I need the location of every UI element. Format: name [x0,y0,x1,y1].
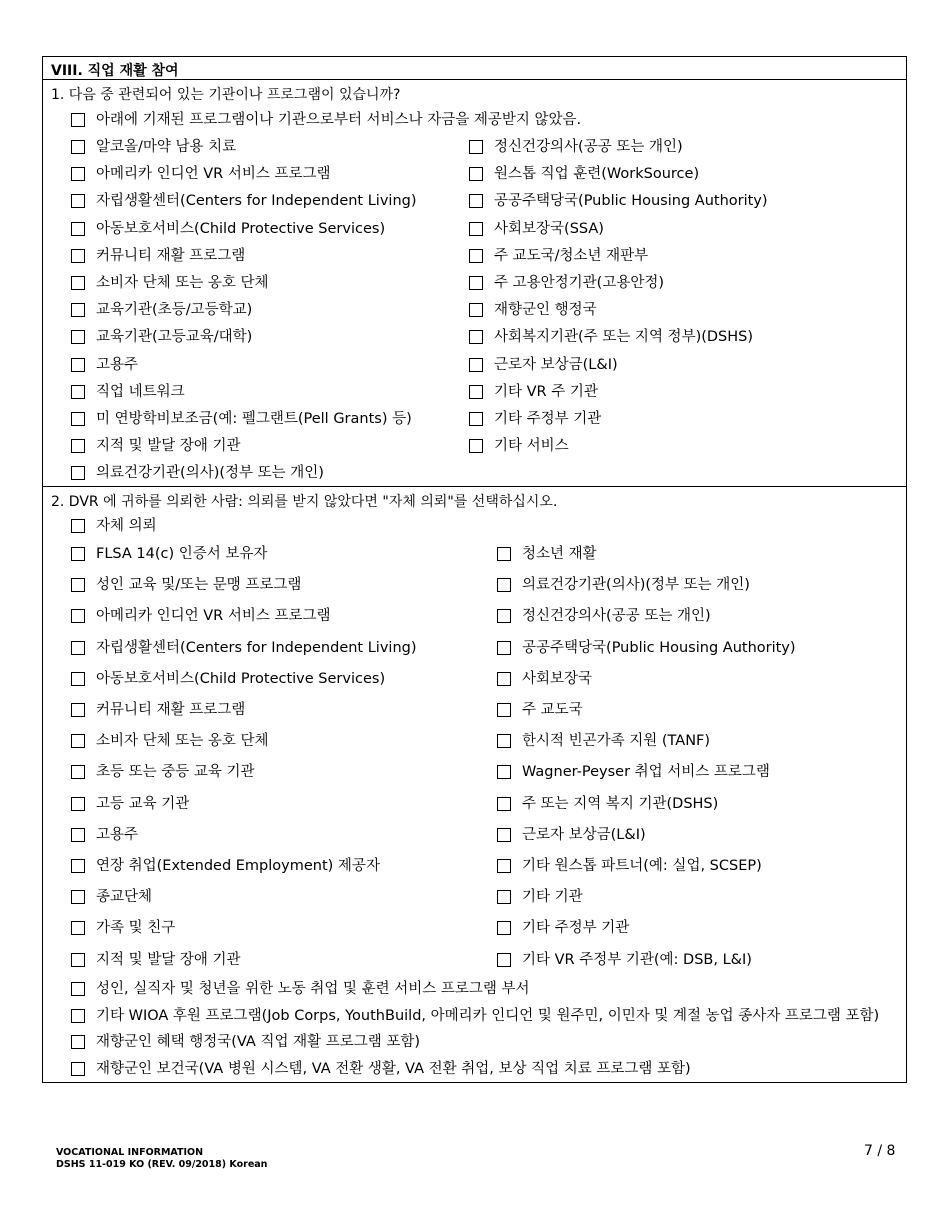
option-label: 고용주 [96,826,139,843]
checkbox[interactable] [469,167,483,181]
question-1: 1. 다음 중 관련되어 있는 기관이나 프로그램이 있습니까? [51,87,401,103]
option-label: 아동보호서비스(Child Protective Services) [96,670,386,687]
q2-option[interactable] [71,1033,420,1051]
checkbox[interactable] [497,547,511,561]
checkbox[interactable] [497,703,511,717]
option-label: 아메리카 인디언 VR 서비스 프로그램 [96,608,331,625]
q1-option[interactable] [71,464,324,482]
checkbox[interactable] [469,249,483,263]
option-label: 소비자 단체 또는 옹호 단체 [96,733,269,750]
checkbox[interactable] [497,859,511,873]
checkbox[interactable] [71,303,85,317]
q1-option[interactable] [71,383,185,401]
option-label: 지적 및 발달 장애 기관 [96,951,241,968]
q1-option[interactable] [71,165,331,183]
checkbox[interactable] [71,519,85,533]
option-label: 교육기관(고등교육/대학) [96,329,253,346]
option-label: 자체 의뢰 [96,518,157,534]
q1-option[interactable] [71,274,269,292]
option-label: 기타 서비스 [494,438,569,455]
checkbox[interactable] [469,222,483,236]
q2-option[interactable] [497,795,718,813]
option-label: 사회보장국(SSA) [494,220,604,237]
checkbox[interactable] [71,982,85,996]
q2-option[interactable] [71,919,175,937]
q1-option[interactable] [469,138,683,156]
checkbox[interactable] [71,330,85,344]
checkbox[interactable] [497,828,511,842]
checkbox[interactable] [71,194,85,208]
option-label: 재향군인 행정국 [494,302,597,319]
q2-option[interactable] [71,1007,879,1025]
q1-option[interactable] [469,328,753,346]
q1-option[interactable] [71,247,245,265]
q2-option[interactable] [497,888,583,906]
option-label: 종교단체 [96,889,153,906]
checkbox[interactable] [497,734,511,748]
option-label: 청소년 재활 [522,546,597,562]
page-number: 7 / 8 [864,1143,896,1159]
option-label: 기타 원스톱 파트너(예: 실업, SCSEP) [522,858,762,874]
option-label: 근로자 보상금(L&I) [522,826,646,843]
checkbox[interactable] [71,1035,85,1049]
q2-option[interactable] [71,826,138,844]
q1-option[interactable] [469,437,569,455]
option-label: Wagner-Peyser 취업 서비스 프로그램 [522,764,770,781]
checkbox[interactable] [71,672,85,686]
q2-option[interactable] [497,576,750,594]
option-label: 정신건강의사(공공 또는 개인) [494,139,683,155]
checkbox[interactable] [469,385,483,399]
option-none-received[interactable] [71,111,581,129]
q1-option[interactable] [469,165,699,183]
q2-option[interactable] [497,919,629,937]
q1-option[interactable] [71,301,252,319]
q2-option[interactable] [71,1060,691,1078]
checkbox[interactable] [497,890,511,904]
option-label: 가족 및 친구 [96,920,176,937]
checkbox[interactable] [71,921,85,935]
checkbox[interactable] [469,412,483,426]
checkbox[interactable] [71,358,85,372]
option-label: 의료건강기관(의사)(정부 또는 개인) [96,465,324,482]
q2-option[interactable] [71,545,267,563]
checkbox[interactable] [469,358,483,372]
q1-option[interactable] [71,328,252,346]
option-label: FLSA 14(c) 인증서 보유자 [96,546,268,562]
q1-option[interactable] [469,301,597,319]
checkbox[interactable] [497,921,511,935]
q2-option[interactable] [71,951,241,969]
q1-option[interactable] [71,220,385,238]
checkbox[interactable] [497,953,511,967]
checkbox[interactable] [497,672,511,686]
section-title: VIII. 직업 재활 참여 [51,63,179,79]
q2-option[interactable] [71,857,380,875]
checkbox[interactable] [469,303,483,317]
option-label: 성인, 실직자 및 청년을 위한 노동 취업 및 훈련 서비스 프로그램 부서 [96,981,530,997]
q1-option[interactable] [469,383,598,401]
q2-option[interactable] [497,951,752,969]
checkbox[interactable] [71,859,85,873]
checkbox[interactable] [71,641,85,655]
checkbox[interactable] [71,703,85,717]
checkbox[interactable] [71,167,85,181]
option-label: 주 또는 지역 복지 기관(DSHS) [522,795,719,812]
q1-option[interactable] [71,356,138,374]
q2-option[interactable] [71,980,530,998]
q2-option[interactable] [497,826,646,844]
footer-form-number: DSHS 11-019 KO (REV. 09/2018) Korean [56,1159,268,1170]
option-label: 고등 교육 기관 [96,795,190,812]
q1-option[interactable] [469,220,604,238]
divider [43,79,906,80]
q1-option[interactable] [71,138,236,156]
option-label: 기타 VR 주정부 기관(예: DSB, L&I) [522,951,752,968]
option-self-referral[interactable] [71,517,157,535]
checkbox[interactable] [71,797,85,811]
option-label: 사회복지기관(주 또는 지역 정부)(DSHS) [494,329,754,346]
checkbox[interactable] [71,249,85,263]
q2-option[interactable] [497,763,770,781]
checkbox[interactable] [71,1062,85,1076]
q2-option[interactable] [497,545,597,563]
checkbox[interactable] [71,828,85,842]
option-label: 자립생활센터(Centers for Independent Living) [96,639,417,656]
option-label: 알코올/마약 남용 치료 [96,139,237,155]
checkbox[interactable] [469,330,483,344]
q2-option[interactable] [71,795,189,813]
checkbox[interactable] [71,734,85,748]
footer-form-title: VOCATIONAL INFORMATION [56,1147,204,1158]
option-label: 재향군인 혜택 행정국(VA 직업 재활 프로그램 포함) [96,1034,421,1051]
option-label: 정신건강의사(공공 또는 개인) [522,608,711,625]
q1-option[interactable] [71,192,417,210]
q2-option[interactable] [71,639,417,657]
option-label: 주 고용안정기관(고용안정) [494,275,664,291]
q2-option[interactable] [71,701,245,719]
q2-option[interactable] [497,732,710,750]
checkbox[interactable] [497,609,511,623]
option-label: 기타 기관 [522,889,583,906]
checkbox[interactable] [71,890,85,904]
q2-option[interactable] [71,732,269,750]
option-label: 소비자 단체 또는 옹호 단체 [96,275,269,291]
option-label: 근로자 보상금(L&I) [494,356,618,373]
q1-option[interactable] [469,274,664,292]
option-label: 재향군인 보건국(VA 병원 시스템, VA 전환 생활, VA 전환 취업, 보상 직업 치료 프로그램 포함) [96,1061,691,1078]
question-2: 2. DVR 에 귀하를 의뢰한 사람: 의뢰를 받지 않았다면 "자체 의뢰"를 선택하십시오. [51,494,558,510]
option-label: 아메리카 인디언 VR 서비스 프로그램 [96,166,331,183]
checkbox[interactable] [71,466,85,480]
option-label: 아동보호서비스(Child Protective Services) [96,220,386,237]
q2-option[interactable] [71,576,301,594]
checkbox[interactable] [469,276,483,290]
checkbox[interactable] [497,765,511,779]
option-label: 공공주택당국(Public Housing Authority) [522,639,796,656]
checkbox[interactable] [71,609,85,623]
option-label: 주 교도국 [522,702,583,718]
q2-option[interactable] [71,607,331,625]
q1-option[interactable] [469,356,618,374]
checkbox[interactable] [71,765,85,779]
checkbox[interactable] [71,276,85,290]
vocational-rehab-form [42,56,907,1083]
option-label: 사회보장국 [522,670,593,687]
q1-option[interactable] [71,437,241,455]
option-label: 공공주택당국(Public Housing Authority) [494,193,768,210]
divider [43,486,906,487]
q2-option[interactable] [497,857,762,875]
checkbox[interactable] [469,439,483,453]
option-label: 미 연방학비보조금(예: 펠그랜트(Pell Grants) 등) [96,411,412,427]
checkbox[interactable] [469,194,483,208]
checkbox[interactable] [497,641,511,655]
checkbox[interactable] [71,953,85,967]
option-label: 아래에 기재된 프로그램이나 기관으로부터 서비스나 자금을 제공받지 않았음. [96,112,582,128]
option-label: 고용주 [96,356,139,373]
option-label: 직업 네트워크 [96,383,185,400]
checkbox[interactable] [71,140,85,154]
option-label: 커뮤니티 재활 프로그램 [96,702,246,718]
checkbox[interactable] [71,412,85,426]
checkbox[interactable] [71,1009,85,1023]
q2-option[interactable] [71,670,385,688]
option-label: 자립생활센터(Centers for Independent Living) [96,193,417,210]
q2-option[interactable] [71,888,152,906]
option-label: 성인 교육 및/또는 문맹 프로그램 [96,577,302,594]
q1-option[interactable] [469,410,601,428]
option-label: 커뮤니티 재활 프로그램 [96,247,246,264]
q1-option[interactable] [469,192,768,210]
checkbox[interactable] [497,797,511,811]
checkbox[interactable] [71,439,85,453]
option-label: 한시적 빈곤가족 지원 (TANF) [522,733,711,750]
option-label: 기타 주정부 기관 [522,920,630,937]
option-label: 의료건강기관(의사)(정부 또는 개인) [522,577,750,594]
q2-option[interactable] [497,639,796,657]
option-label: 기타 VR 주 기관 [494,383,598,400]
option-label: 연장 취업(Extended Employment) 제공자 [96,858,380,874]
checkbox[interactable] [71,222,85,236]
option-label: 원스톱 직업 훈련(WorkSource) [494,166,700,183]
q2-option[interactable] [71,763,255,781]
option-label: 지적 및 발달 장애 기관 [96,438,241,455]
q2-option[interactable] [497,607,711,625]
form-footer [56,1147,267,1171]
q1-option[interactable] [71,410,412,428]
checkbox[interactable] [469,140,483,154]
option-label: 기타 주정부 기관 [494,411,602,427]
checkbox[interactable] [497,578,511,592]
checkbox[interactable] [71,385,85,399]
checkbox[interactable] [71,578,85,592]
option-label: 주 교도국/청소년 재판부 [494,247,649,264]
option-label: 기타 WIOA 후원 프로그램(Job Corps, YouthBuild, 아메리카 인디언 및 원주민, 이민자 및 계절 농업 종사자 프로그램 포함) [96,1007,880,1024]
checkbox[interactable] [71,113,85,127]
q2-option[interactable] [497,701,583,719]
q2-option[interactable] [497,670,592,688]
checkbox[interactable] [71,547,85,561]
q1-option[interactable] [469,247,648,265]
option-label: 초등 또는 중등 교육 기관 [96,764,255,781]
option-label: 교육기관(초등/고등학교) [96,302,253,319]
